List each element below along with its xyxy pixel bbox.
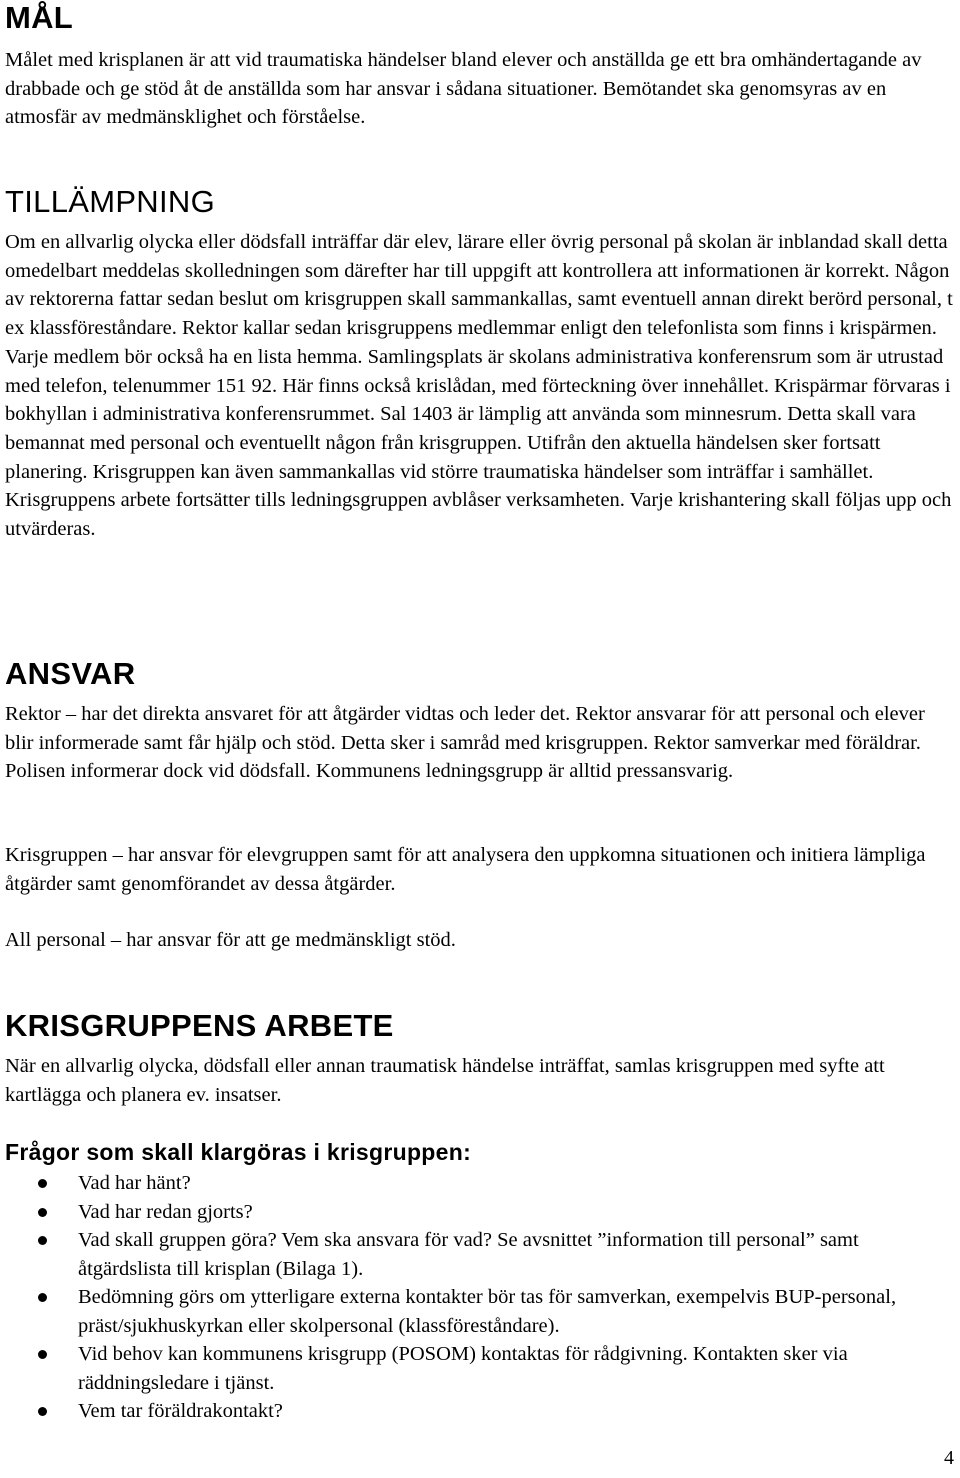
paragraph-ansvar-personal: All personal – har ansvar för att ge medmänskligt stöd.: [5, 929, 456, 951]
page-number: 4: [944, 1447, 954, 1469]
heading-mal: MÅL: [5, 0, 74, 35]
list-item: Vad har redan gjorts?: [5, 1198, 955, 1227]
bullet-icon: [38, 1208, 47, 1217]
paragraph-tillampning: Om en allvarlig olycka eller dödsfall inträffar där elev, lärare eller övrig personal på skolan är inblandad skall detta omedelbart meddelas skolledningen som därefter har till uppgift att kontrollera att informationen är korrekt. Någon av rektorerna fattar sedan beslut om krisgruppen skall sammankallas, samt eventuell annan direkt berörd personal, t ex klassföreståndare. Rektor kallar sedan krisgruppens medlemmar enligt den telefonlista som finns i krispärmen. Varje medlem bör också ha en lista hemma. Samlingsplats är skolans administrativa konferensrum som är utrustad med telefon, telenummer 151 92. Här finns också krislådan, med förteckning över innehållet. Krispärmar förvaras i bokhyllan i administrativa konferensrummet. Sal 1403 är lämplig att använda som minnesrum. Detta skall vara bemannat med personal och eventuellt någon från krisgruppen. Utifrån den aktuella händelsen sker fortsatt planering. Krisgruppen kan även sammankallas vid större traumatiska händelser som inträffar i samhället. Krisgruppens arbete fortsätter tills ledningsgruppen avblåser verksamheten. Varje krishantering skall följas upp och utvärderas.: [5, 231, 953, 541]
paragraph-ansvar-krisgruppen: Krisgruppen – har ansvar för elevgruppen samt för att analysera den uppkomna situationen och initiera lämpliga åtgärder samt genomförandet av dessa åtgärder.: [5, 844, 926, 895]
bullet-icon: [38, 1179, 47, 1188]
bullet-icon: [38, 1293, 47, 1302]
heading-krisgruppens-arbete: KRISGRUPPENS ARBETE: [5, 1008, 394, 1043]
heading-ansvar: ANSVAR: [5, 656, 136, 691]
list-item: Bedömning görs om ytterligare externa kontakter bör tas för samverkan, exempelvis BUP-personal, präst/sjukhuskyrkan eller skolpersonal (klassföreståndare).: [5, 1283, 955, 1340]
list-item: Vad har hänt?: [5, 1169, 955, 1198]
list-item: Vem tar föräldrakontakt?: [5, 1397, 955, 1426]
bullet-icon: [38, 1350, 47, 1359]
paragraph-ansvar-rektor: Rektor – har det direkta ansvaret för att åtgärder vidtas och leder det. Rektor ansvarar för att personal och elever blir informerade samt får hjälp och stöd. Detta sker i samråd med krisgruppen. Rektor samverkar med föräldrar. Polisen informerar dock vid dödsfall. Kommunens ledningsgrupp är alltid pressansvarig.: [5, 703, 925, 783]
bullet-icon: [38, 1407, 47, 1416]
paragraph-krisgruppens-arbete: När en allvarlig olycka, dödsfall eller annan traumatisk händelse inträffat, samlas krisgruppen med syfte att kartlägga och planera ev. insatser.: [5, 1055, 885, 1106]
subheading-fragor: Frågor som skall klargöras i krisgruppen:: [5, 1139, 472, 1165]
questions-list: [5, 1169, 955, 1426]
bullet-icon: [38, 1236, 47, 1245]
list-item: Vad skall gruppen göra? Vem ska ansvara för vad? Se avsnittet ”information till personal” samt åtgärdslista till krisplan (Bilaga 1).: [5, 1226, 955, 1283]
heading-tillampning: TILLÄMPNING: [5, 184, 216, 219]
paragraph-mal: Målet med krisplanen är att vid traumatiska händelser bland elever och anställda ge ett bra omhändertagande av drabbade och ge stöd åt de anställda som har ansvar i sådana situationer. Bemötandet ska genomsyras av en atmosfär av medmänsklighet och förståelse.: [5, 49, 922, 129]
list-item: Vid behov kan kommunens krisgrupp (POSOM) kontaktas för rådgivning. Kontakten sker via räddningsledare i tjänst.: [5, 1340, 955, 1397]
